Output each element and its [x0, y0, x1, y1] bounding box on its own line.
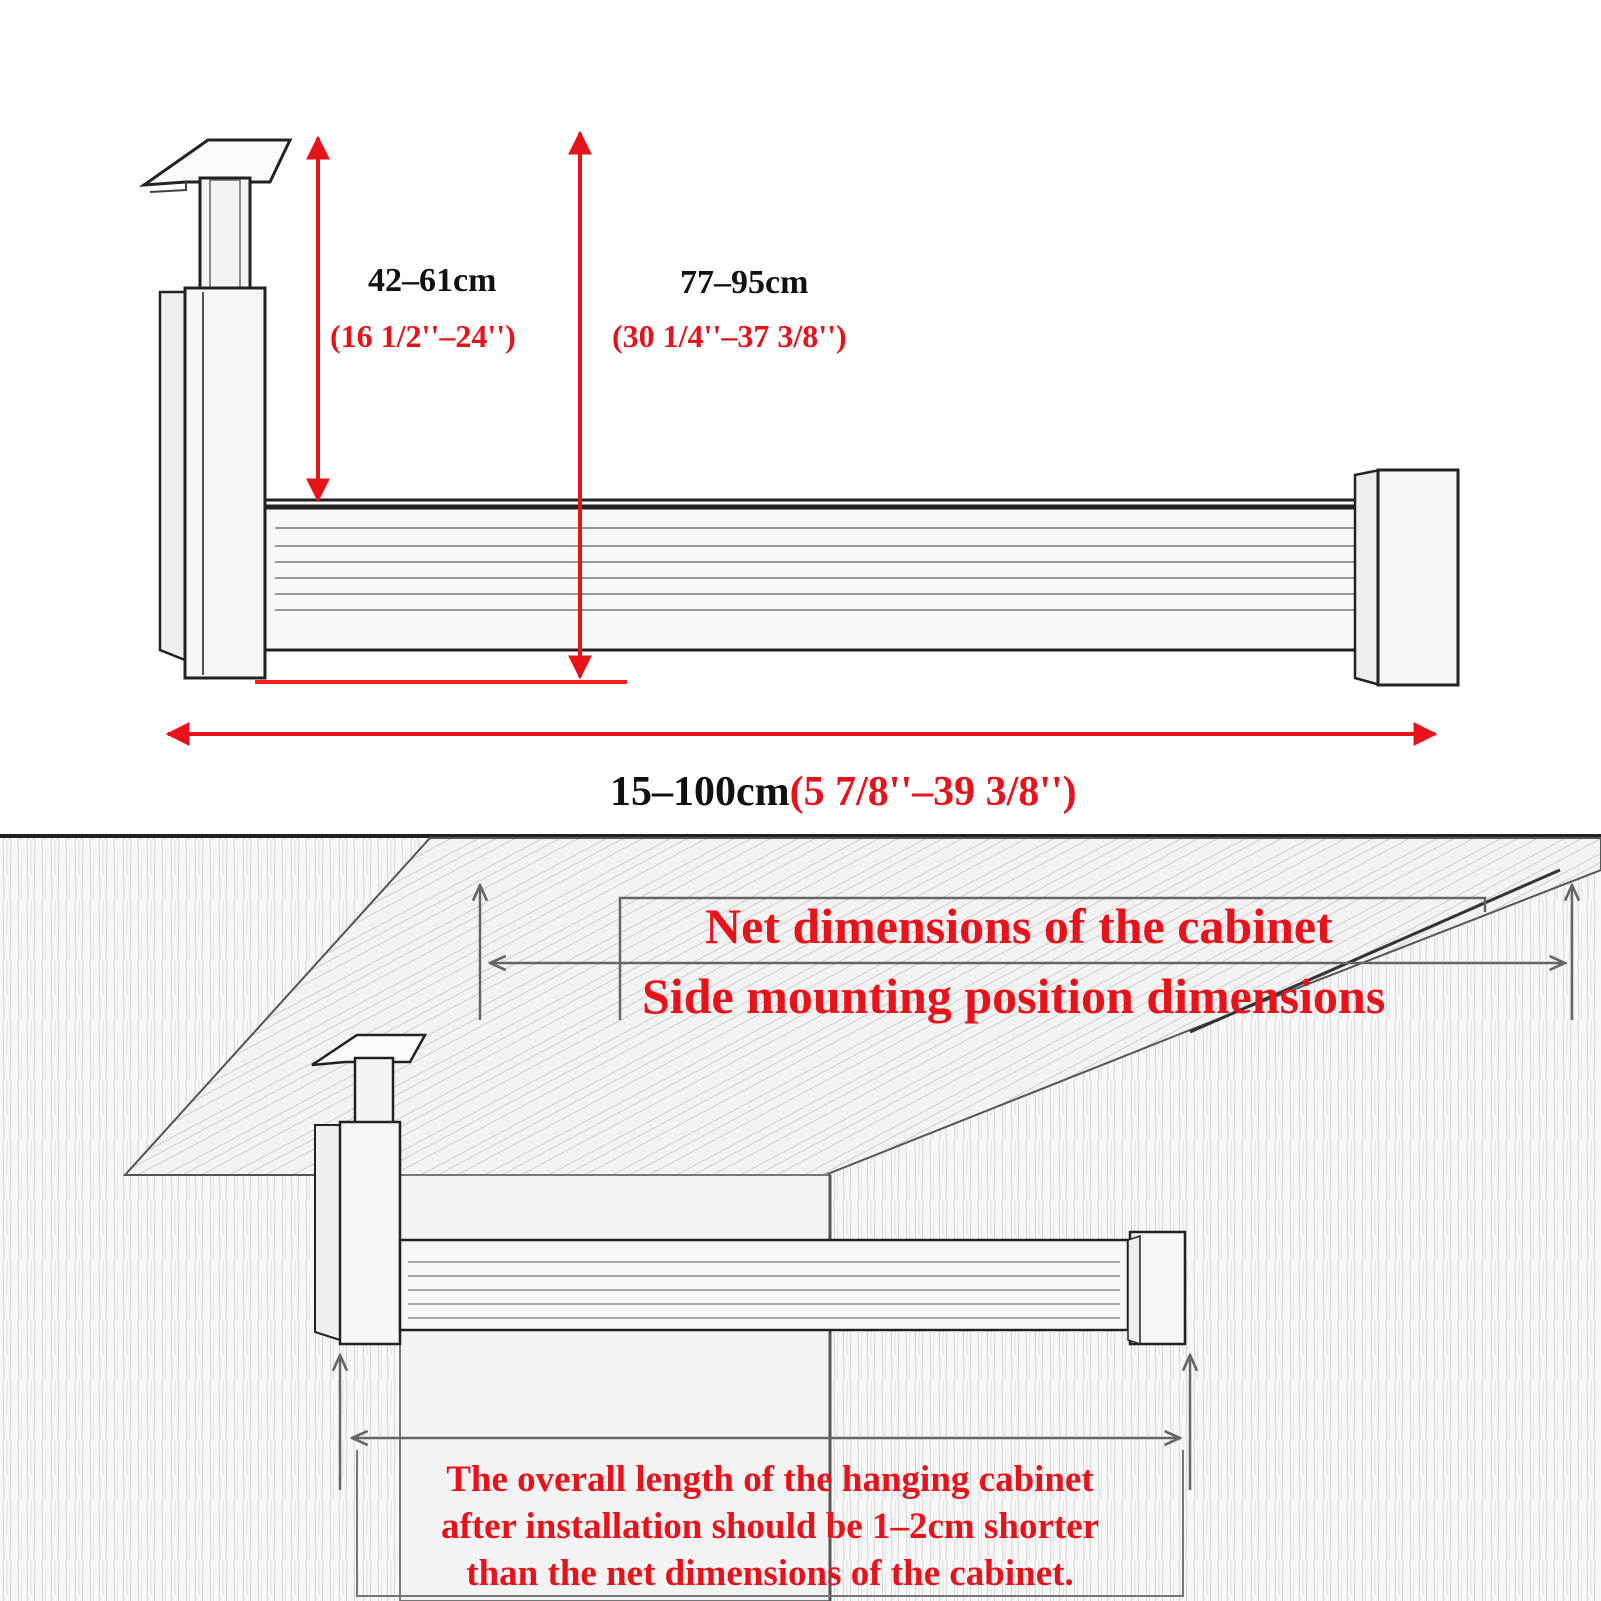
net-dimensions-label: Net dimensions of the cabinet [705, 898, 1333, 954]
note-line-1: The overall length of the hanging cabinet [446, 1459, 1094, 1500]
small-height-imperial-label: (16 1/2''–24'') [330, 318, 516, 354]
length-imperial-text: (5 7/8''–39 3/8'') [789, 769, 1077, 815]
length-metric-text: 15–100cm [610, 769, 790, 815]
installation-note [360, 1456, 1180, 1597]
top-bracket-drawing [144, 140, 1458, 685]
side-mounting-label: Side mounting position dimensions [642, 968, 1386, 1024]
large-height-metric-label: 77–95cm [680, 264, 809, 301]
note-line-3: than the net dimensions of the cabinet. [466, 1553, 1074, 1594]
note-line-2: after installation should be 1–2cm shorter [440, 1506, 1100, 1547]
large-height-imperial-label: (30 1/4''–37 3/8'') [612, 318, 847, 354]
small-height-metric-label: 42–61cm [368, 262, 497, 299]
length-range-label [610, 768, 1077, 816]
